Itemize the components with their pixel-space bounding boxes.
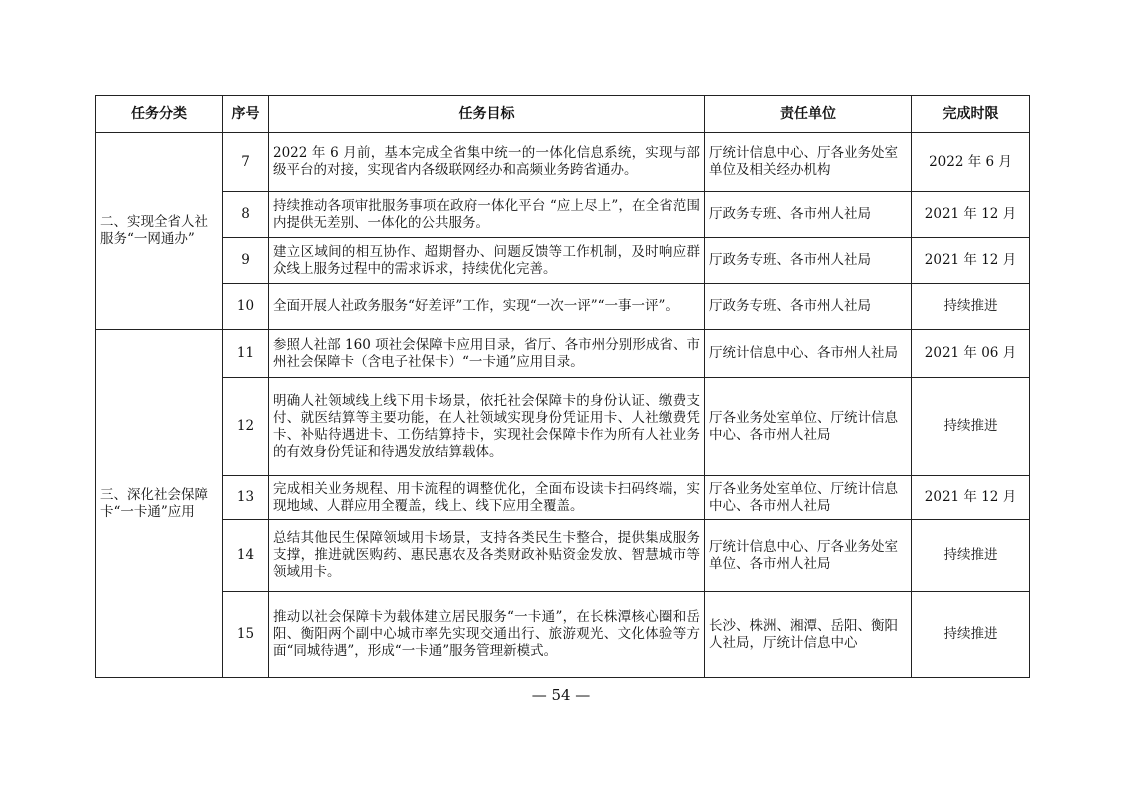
row-number: 15	[223, 592, 269, 678]
row-goal: 推动以社会保障卡为载体建立居民服务“一卡通”，在长株潭核心圈和岳阳、衡阳两个副中心城市率先实现交通出行、旅游观光、文化体验等方面“同城待遇”，形成“一卡通”服务管理新模式。	[269, 592, 705, 678]
row-goal: 全面开展人社政务服务“好差评”工作，实现“一次一评”“一事一评”。	[269, 284, 705, 330]
row-deadline: 持续推进	[912, 592, 1030, 678]
row-goal: 持续推动各项审批服务事项在政府一体化平台 “应上尽上”，在全省范围内提供无差别、一体化的公共服务。	[269, 192, 705, 238]
table-row	[96, 520, 1030, 592]
row-deadline: 持续推进	[912, 378, 1030, 476]
row-unit: 厅政务专班、各市州人社局	[705, 238, 912, 284]
row-deadline: 持续推进	[912, 284, 1030, 330]
row-number: 13	[223, 476, 269, 520]
row-goal: 建立区域间的相互协作、超期督办、问题反馈等工作机制，及时响应群众线上服务过程中的需求诉求，持续优化完善。	[269, 238, 705, 284]
header-category: 任务分类	[96, 96, 223, 133]
row-unit: 厅政务专班、各市州人社局	[705, 192, 912, 238]
row-number: 12	[223, 378, 269, 476]
page-number: — 54 —	[531, 686, 591, 704]
table-row	[96, 238, 1030, 284]
header-row	[96, 96, 1030, 133]
row-number: 10	[223, 284, 269, 330]
row-goal: 2022 年 6 月前，基本完成全省集中统一的一体化信息系统，实现与部级平台的对接，实现省内各级联网经办和高频业务跨省通办。	[269, 133, 705, 192]
row-deadline: 2021 年 12 月	[912, 192, 1030, 238]
row-unit: 厅各业务处室单位、厅统计信息中心、各市州人社局	[705, 378, 912, 476]
row-unit: 厅统计信息中心、厅各业务处室单位、各市州人社局	[705, 520, 912, 592]
header-unit: 责任单位	[705, 96, 912, 133]
table-row	[96, 476, 1030, 520]
row-number: 7	[223, 133, 269, 192]
category-cell: 二、实现全省人社服务“一网通办”	[96, 133, 223, 330]
row-number: 8	[223, 192, 269, 238]
category-cell: 三、深化社会保障卡“一卡通”应用	[96, 330, 223, 678]
table-row	[96, 133, 1030, 192]
header-deadline: 完成时限	[912, 96, 1030, 133]
row-goal: 参照人社部 160 项社会保障卡应用目录，省厅、各市州分别形成省、市州社会保障卡（含电子社保卡）“一卡通”应用目录。	[269, 330, 705, 378]
row-unit: 厅政务专班、各市州人社局	[705, 284, 912, 330]
row-unit: 厅各业务处室单位、厅统计信息中心、各市州人社局	[705, 476, 912, 520]
row-goal: 完成相关业务规程、用卡流程的调整优化，全面布设读卡扫码终端，实现地域、人群应用全覆盖，线上、线下应用全覆盖。	[269, 476, 705, 520]
row-deadline: 2021 年 12 月	[912, 476, 1030, 520]
table-row	[96, 330, 1030, 378]
row-unit: 厅统计信息中心、厅各业务处室单位及相关经办机构	[705, 133, 912, 192]
table-row	[96, 284, 1030, 330]
table-row	[96, 378, 1030, 476]
row-goal: 明确人社领域线上线下用卡场景，依托社会保障卡的身份认证、缴费支付、就医结算等主要功能，在人社领域实现身份凭证用卡、人社缴费凭卡、补贴待遇进卡、工伤结算持卡，实现社会保障卡作为所有人社业务的有效身份凭证和待遇发放结算载体。	[269, 378, 705, 476]
row-number: 14	[223, 520, 269, 592]
row-number: 11	[223, 330, 269, 378]
row-unit: 厅统计信息中心、各市州人社局	[705, 330, 912, 378]
table-row	[96, 592, 1030, 678]
row-deadline: 2022 年 6 月	[912, 133, 1030, 192]
header-goal: 任务目标	[269, 96, 705, 133]
row-deadline: 2021 年 06 月	[912, 330, 1030, 378]
row-deadline: 2021 年 12 月	[912, 238, 1030, 284]
row-unit: 长沙、株洲、湘潭、岳阳、衡阳人社局，厅统计信息中心	[705, 592, 912, 678]
row-number: 9	[223, 238, 269, 284]
task-table	[95, 95, 1030, 678]
row-deadline: 持续推进	[912, 520, 1030, 592]
table-row	[96, 192, 1030, 238]
row-goal: 总结其他民生保障领域用卡场景，支持各类民生卡整合，提供集成服务支撑，推进就医购药、惠民惠农及各类财政补贴资金发放、智慧城市等领域用卡。	[269, 520, 705, 592]
header-number: 序号	[223, 96, 269, 133]
